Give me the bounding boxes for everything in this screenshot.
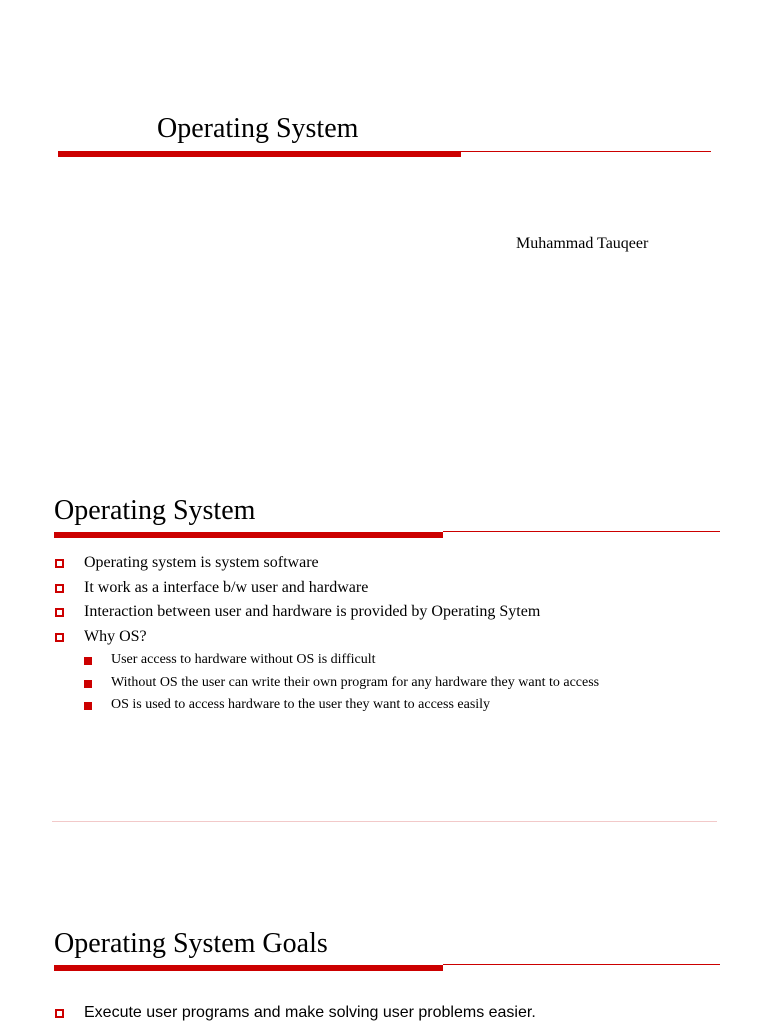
box-bullet-icon	[55, 608, 64, 617]
sub-list-item-text: OS is used to access hardware to the user they want to access easily	[111, 697, 491, 712]
square-bullet-icon	[84, 657, 92, 665]
heading-underline-thick	[54, 532, 443, 538]
title-underline-thick	[58, 151, 461, 157]
list-item-text: Why OS?	[84, 627, 147, 645]
author-name: Muhammad Tauqeer	[516, 235, 649, 252]
sub-list-item	[55, 697, 599, 720]
title-underline-thin	[461, 151, 711, 152]
list-item-text: Interaction between user and hardware is provided by Operating Sytem	[84, 603, 541, 620]
slide-title-heading: Operating System	[157, 113, 359, 144]
box-bullet-icon	[55, 559, 64, 568]
square-bullet-icon	[84, 702, 92, 710]
slide-separator	[52, 821, 717, 822]
heading-underline-thick	[54, 965, 443, 971]
sub-list-item	[55, 652, 599, 675]
sub-list-item	[55, 675, 599, 698]
slide-heading: Operating System	[54, 495, 256, 526]
square-bullet-icon	[84, 680, 92, 688]
heading-underline-thin	[443, 531, 720, 532]
list-item	[55, 579, 599, 604]
box-bullet-icon	[55, 584, 64, 593]
box-bullet-icon	[55, 1009, 64, 1018]
list-item	[55, 603, 599, 628]
bullet-list	[55, 554, 599, 720]
sub-list-item-text: User access to hardware without OS is difficult	[111, 652, 376, 667]
list-item-text: It work as a interface b/w user and hardware	[84, 578, 369, 596]
list-item-text: Operating system is system software	[84, 554, 319, 571]
list-item	[55, 1004, 536, 1026]
bullet-list	[55, 1004, 536, 1026]
list-item	[55, 554, 599, 579]
sub-list-item-text: Without OS the user can write their own program for any hardware they want to access	[111, 674, 600, 690]
slide-heading: Operating System Goals	[54, 928, 328, 959]
list-item	[55, 628, 599, 653]
list-item-text: Execute user programs and make solving user problems easier.	[84, 1004, 536, 1021]
heading-underline-thin	[443, 964, 720, 965]
box-bullet-icon	[55, 633, 64, 642]
